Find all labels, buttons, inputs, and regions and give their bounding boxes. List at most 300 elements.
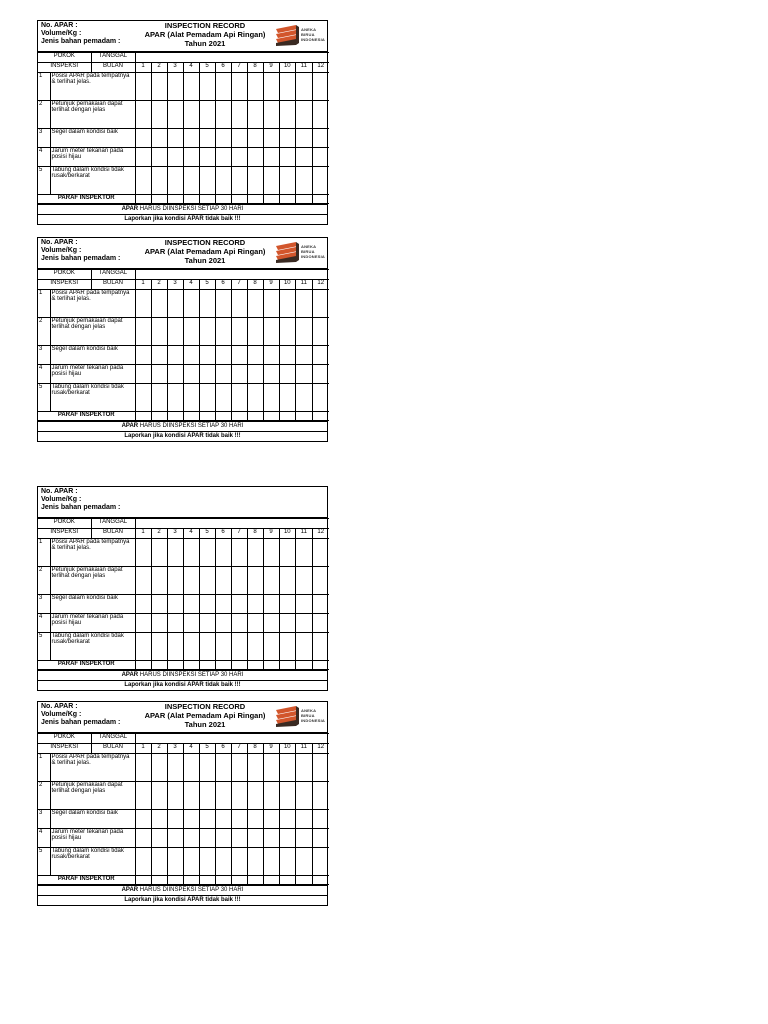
signature-cell[interactable] (312, 661, 329, 670)
month-check-cell[interactable] (135, 346, 151, 365)
signature-cell[interactable] (199, 412, 215, 421)
month-check-cell[interactable] (263, 346, 279, 365)
month-check-cell[interactable] (199, 290, 215, 318)
month-check-cell[interactable] (151, 346, 167, 365)
month-check-cell[interactable] (247, 129, 263, 148)
month-check-cell[interactable] (215, 595, 231, 614)
month-check-cell[interactable] (312, 318, 329, 346)
month-check-cell[interactable] (247, 290, 263, 318)
month-check-cell[interactable] (296, 290, 313, 318)
signature-cell[interactable] (247, 661, 263, 670)
signature-cell[interactable] (279, 195, 296, 204)
month-check-cell[interactable] (312, 101, 329, 129)
signature-cell[interactable] (279, 412, 296, 421)
signature-cell[interactable] (183, 195, 199, 204)
signature-cell[interactable] (215, 661, 231, 670)
month-check-cell[interactable] (247, 167, 263, 195)
month-check-cell[interactable] (215, 782, 231, 810)
month-check-cell[interactable] (231, 318, 247, 346)
month-check-cell[interactable] (263, 567, 279, 595)
month-check-cell[interactable] (215, 848, 231, 876)
month-check-cell[interactable] (215, 73, 231, 101)
month-check-cell[interactable] (183, 782, 199, 810)
month-check-cell[interactable] (231, 810, 247, 829)
month-check-cell[interactable] (215, 129, 231, 148)
month-check-cell[interactable] (312, 848, 329, 876)
month-check-cell[interactable] (215, 365, 231, 384)
signature-cell[interactable] (151, 412, 167, 421)
month-check-cell[interactable] (231, 365, 247, 384)
month-check-cell[interactable] (135, 810, 151, 829)
month-check-cell[interactable] (279, 539, 296, 567)
month-check-cell[interactable] (183, 73, 199, 101)
month-check-cell[interactable] (135, 365, 151, 384)
month-check-cell[interactable] (312, 633, 329, 661)
month-check-cell[interactable] (231, 614, 247, 633)
month-check-cell[interactable] (247, 148, 263, 167)
month-check-cell[interactable] (296, 595, 313, 614)
month-check-cell[interactable] (279, 129, 296, 148)
month-check-cell[interactable] (215, 829, 231, 848)
signature-cell[interactable] (215, 412, 231, 421)
month-check-cell[interactable] (296, 829, 313, 848)
signature-cell[interactable] (199, 876, 215, 885)
month-check-cell[interactable] (199, 567, 215, 595)
month-check-cell[interactable] (167, 73, 183, 101)
month-check-cell[interactable] (231, 539, 247, 567)
month-check-cell[interactable] (247, 633, 263, 661)
month-check-cell[interactable] (247, 614, 263, 633)
signature-cell[interactable] (183, 412, 199, 421)
month-check-cell[interactable] (183, 848, 199, 876)
month-check-cell[interactable] (199, 848, 215, 876)
signature-cell[interactable] (167, 876, 183, 885)
signature-cell[interactable] (247, 195, 263, 204)
month-check-cell[interactable] (296, 318, 313, 346)
month-check-cell[interactable] (151, 365, 167, 384)
month-check-cell[interactable] (215, 290, 231, 318)
month-check-cell[interactable] (167, 318, 183, 346)
month-check-cell[interactable] (167, 346, 183, 365)
month-check-cell[interactable] (135, 595, 151, 614)
month-check-cell[interactable] (167, 567, 183, 595)
signature-cell[interactable] (215, 195, 231, 204)
month-check-cell[interactable] (279, 101, 296, 129)
month-check-cell[interactable] (263, 614, 279, 633)
month-check-cell[interactable] (312, 129, 329, 148)
month-check-cell[interactable] (151, 148, 167, 167)
month-check-cell[interactable] (183, 633, 199, 661)
month-check-cell[interactable] (215, 101, 231, 129)
title-year: Tahun 2021 (184, 256, 226, 265)
month-check-cell[interactable] (247, 567, 263, 595)
month-check-cell[interactable] (135, 614, 151, 633)
month-check-cell[interactable] (199, 782, 215, 810)
signature-cell[interactable] (231, 412, 247, 421)
month-check-cell[interactable] (167, 595, 183, 614)
month-check-cell[interactable] (279, 614, 296, 633)
month-check-cell[interactable] (231, 167, 247, 195)
month-check-cell[interactable] (263, 101, 279, 129)
month-check-cell[interactable] (183, 567, 199, 595)
month-check-cell[interactable] (296, 167, 313, 195)
month-check-cell[interactable] (279, 633, 296, 661)
month-check-cell[interactable] (231, 346, 247, 365)
signature-cell[interactable] (167, 195, 183, 204)
signature-cell[interactable] (231, 876, 247, 885)
month-check-cell[interactable] (312, 384, 329, 412)
month-check-cell[interactable] (215, 810, 231, 829)
month-check-cell[interactable] (135, 148, 151, 167)
month-check-cell[interactable] (151, 633, 167, 661)
month-check-cell[interactable] (231, 148, 247, 167)
month-check-cell[interactable] (263, 829, 279, 848)
month-check-cell[interactable] (279, 365, 296, 384)
signature-cell[interactable] (312, 412, 329, 421)
month-check-cell[interactable] (263, 754, 279, 782)
month-check-cell[interactable] (151, 848, 167, 876)
month-check-cell[interactable] (183, 318, 199, 346)
month-check-cell[interactable] (279, 754, 296, 782)
month-check-cell[interactable] (279, 346, 296, 365)
month-check-cell[interactable] (247, 848, 263, 876)
item-description: Tabung dalam kondisi tidak rusak/berkarat (50, 167, 135, 195)
signature-cell[interactable] (312, 195, 329, 204)
signature-cell[interactable] (263, 661, 279, 670)
month-check-cell[interactable] (263, 633, 279, 661)
month-check-cell[interactable] (183, 829, 199, 848)
signature-cell[interactable] (151, 195, 167, 204)
signature-cell[interactable] (296, 876, 313, 885)
month-check-cell[interactable] (312, 148, 329, 167)
month-header: 5 (199, 63, 215, 73)
month-check-cell[interactable] (199, 595, 215, 614)
month-check-cell[interactable] (135, 290, 151, 318)
month-check-cell[interactable] (263, 290, 279, 318)
month-check-cell[interactable] (247, 595, 263, 614)
month-check-cell[interactable] (135, 848, 151, 876)
month-check-cell[interactable] (183, 614, 199, 633)
month-check-cell[interactable] (231, 567, 247, 595)
month-check-cell[interactable] (215, 384, 231, 412)
signature-cell[interactable] (263, 876, 279, 885)
month-check-cell[interactable] (247, 810, 263, 829)
month-check-cell[interactable] (151, 384, 167, 412)
month-check-cell[interactable] (167, 539, 183, 567)
month-check-cell[interactable] (247, 384, 263, 412)
month-check-cell[interactable] (199, 633, 215, 661)
month-check-cell[interactable] (167, 101, 183, 129)
month-check-cell[interactable] (231, 829, 247, 848)
month-check-cell[interactable] (231, 782, 247, 810)
month-check-cell[interactable] (151, 754, 167, 782)
month-check-cell[interactable] (215, 148, 231, 167)
month-check-cell[interactable] (199, 829, 215, 848)
month-check-cell[interactable] (199, 148, 215, 167)
month-check-cell[interactable] (263, 539, 279, 567)
month-check-cell[interactable] (199, 614, 215, 633)
month-check-cell[interactable] (135, 633, 151, 661)
month-check-cell[interactable] (279, 73, 296, 101)
month-check-cell[interactable] (135, 73, 151, 101)
no-apar-field: No. APAR : (41, 488, 78, 495)
month-check-cell[interactable] (312, 595, 329, 614)
month-check-cell[interactable] (312, 365, 329, 384)
month-check-cell[interactable] (151, 614, 167, 633)
month-check-cell[interactable] (312, 754, 329, 782)
month-check-cell[interactable] (312, 810, 329, 829)
month-check-cell[interactable] (215, 318, 231, 346)
month-check-cell[interactable] (199, 384, 215, 412)
month-check-cell[interactable] (279, 595, 296, 614)
month-check-cell[interactable] (135, 539, 151, 567)
month-check-cell[interactable] (167, 848, 183, 876)
signature-cell[interactable] (199, 195, 215, 204)
signature-cell[interactable] (263, 195, 279, 204)
month-check-cell[interactable] (167, 129, 183, 148)
month-check-cell[interactable] (231, 848, 247, 876)
month-check-cell[interactable] (135, 101, 151, 129)
month-check-cell[interactable] (215, 567, 231, 595)
month-check-cell[interactable] (183, 167, 199, 195)
signature-cell[interactable] (279, 876, 296, 885)
month-check-cell[interactable] (183, 129, 199, 148)
month-check-cell[interactable] (296, 148, 313, 167)
month-check-cell[interactable] (312, 539, 329, 567)
month-check-cell[interactable] (279, 148, 296, 167)
month-check-cell[interactable] (296, 614, 313, 633)
signature-cell[interactable] (231, 195, 247, 204)
month-check-cell[interactable] (199, 318, 215, 346)
month-check-cell[interactable] (215, 633, 231, 661)
month-check-cell[interactable] (151, 318, 167, 346)
month-check-cell[interactable] (183, 365, 199, 384)
month-check-cell[interactable] (296, 633, 313, 661)
signature-cell[interactable] (263, 412, 279, 421)
month-check-cell[interactable] (263, 73, 279, 101)
signature-cell[interactable] (151, 876, 167, 885)
signature-cell[interactable] (296, 661, 313, 670)
month-check-cell[interactable] (312, 346, 329, 365)
month-check-cell[interactable] (151, 595, 167, 614)
month-check-cell[interactable] (263, 384, 279, 412)
month-check-cell[interactable] (183, 290, 199, 318)
month-check-cell[interactable] (296, 539, 313, 567)
month-check-cell[interactable] (312, 290, 329, 318)
month-check-cell[interactable] (199, 810, 215, 829)
month-check-cell[interactable] (247, 318, 263, 346)
month-check-cell[interactable] (263, 365, 279, 384)
month-check-cell[interactable] (199, 167, 215, 195)
month-check-cell[interactable] (312, 614, 329, 633)
inspection-item-row (38, 810, 329, 829)
signature-cell[interactable] (151, 661, 167, 670)
month-check-cell[interactable] (279, 810, 296, 829)
signature-cell[interactable] (247, 876, 263, 885)
month-check-cell[interactable] (296, 384, 313, 412)
month-check-cell[interactable] (151, 290, 167, 318)
month-check-cell[interactable] (263, 167, 279, 195)
signature-cell[interactable] (167, 412, 183, 421)
month-check-cell[interactable] (296, 848, 313, 876)
month-check-cell[interactable] (167, 148, 183, 167)
month-check-cell[interactable] (151, 129, 167, 148)
month-check-cell[interactable] (263, 848, 279, 876)
month-check-cell[interactable] (151, 810, 167, 829)
signature-cell[interactable] (183, 661, 199, 670)
signature-cell[interactable] (247, 412, 263, 421)
month-check-cell[interactable] (199, 539, 215, 567)
month-check-cell[interactable] (151, 167, 167, 195)
month-check-cell[interactable] (183, 346, 199, 365)
month-check-cell[interactable] (312, 73, 329, 101)
signature-cell[interactable] (199, 661, 215, 670)
month-check-cell[interactable] (263, 129, 279, 148)
month-check-cell[interactable] (231, 384, 247, 412)
month-check-cell[interactable] (263, 148, 279, 167)
month-check-cell[interactable] (263, 810, 279, 829)
signature-cell[interactable] (135, 412, 151, 421)
month-check-cell[interactable] (151, 567, 167, 595)
month-check-cell[interactable] (215, 539, 231, 567)
month-check-cell[interactable] (183, 810, 199, 829)
month-check-cell[interactable] (263, 318, 279, 346)
month-check-cell[interactable] (296, 782, 313, 810)
month-check-cell[interactable] (312, 567, 329, 595)
month-check-cell[interactable] (279, 782, 296, 810)
inspection-item-row (38, 567, 329, 595)
signature-cell[interactable] (167, 661, 183, 670)
month-check-cell[interactable] (279, 567, 296, 595)
signature-cell[interactable] (296, 412, 313, 421)
month-check-cell[interactable] (231, 754, 247, 782)
month-header: 9 (263, 529, 279, 539)
month-check-cell[interactable] (151, 782, 167, 810)
month-check-cell[interactable] (151, 73, 167, 101)
month-check-cell[interactable] (296, 567, 313, 595)
month-check-cell[interactable] (167, 829, 183, 848)
month-check-cell[interactable] (247, 829, 263, 848)
footer-interval-text: HARUS DIINSPEKSI SETIAP 30 HARI (138, 672, 244, 678)
month-check-cell[interactable] (279, 384, 296, 412)
month-check-cell[interactable] (151, 539, 167, 567)
month-check-cell[interactable] (215, 754, 231, 782)
month-check-cell[interactable] (135, 318, 151, 346)
month-check-cell[interactable] (231, 129, 247, 148)
signature-cell[interactable] (135, 876, 151, 885)
month-check-cell[interactable] (296, 101, 313, 129)
month-check-cell[interactable] (167, 365, 183, 384)
month-check-cell[interactable] (167, 384, 183, 412)
month-check-cell[interactable] (167, 167, 183, 195)
month-check-cell[interactable] (151, 101, 167, 129)
month-check-cell[interactable] (279, 829, 296, 848)
month-check-cell[interactable] (312, 782, 329, 810)
month-check-cell[interactable] (231, 633, 247, 661)
month-check-cell[interactable] (183, 148, 199, 167)
month-check-cell[interactable] (135, 782, 151, 810)
signature-cell[interactable] (135, 195, 151, 204)
month-check-cell[interactable] (296, 365, 313, 384)
month-check-cell[interactable] (215, 167, 231, 195)
inspection-item-row (38, 384, 329, 412)
month-check-cell[interactable] (199, 365, 215, 384)
signature-cell[interactable] (215, 876, 231, 885)
month-check-cell[interactable] (296, 346, 313, 365)
month-check-cell[interactable] (199, 346, 215, 365)
month-check-cell[interactable] (231, 595, 247, 614)
month-check-cell[interactable] (215, 346, 231, 365)
month-check-cell[interactable] (151, 829, 167, 848)
month-check-cell[interactable] (279, 290, 296, 318)
signature-cell[interactable] (279, 661, 296, 670)
month-check-cell[interactable] (183, 101, 199, 129)
month-check-cell[interactable] (247, 365, 263, 384)
table-header-row (38, 744, 329, 754)
month-check-cell[interactable] (167, 633, 183, 661)
month-check-cell[interactable] (296, 73, 313, 101)
signature-cell[interactable] (296, 195, 313, 204)
month-check-cell[interactable] (312, 167, 329, 195)
month-check-cell[interactable] (199, 73, 215, 101)
month-check-cell[interactable] (263, 782, 279, 810)
month-check-cell[interactable] (199, 101, 215, 129)
month-check-cell[interactable] (296, 754, 313, 782)
month-check-cell[interactable] (279, 318, 296, 346)
month-check-cell[interactable] (135, 167, 151, 195)
month-check-cell[interactable] (167, 290, 183, 318)
inspection-item-row (38, 290, 329, 318)
month-check-cell[interactable] (135, 754, 151, 782)
month-check-cell[interactable] (247, 346, 263, 365)
month-check-cell[interactable] (247, 539, 263, 567)
month-check-cell[interactable] (247, 782, 263, 810)
month-check-cell[interactable] (247, 73, 263, 101)
month-check-cell[interactable] (296, 129, 313, 148)
month-check-cell[interactable] (199, 129, 215, 148)
month-check-cell[interactable] (296, 810, 313, 829)
month-check-cell[interactable] (263, 595, 279, 614)
month-check-cell[interactable] (199, 754, 215, 782)
title-year: Tahun 2021 (184, 39, 226, 48)
month-check-cell[interactable] (247, 101, 263, 129)
month-check-cell[interactable] (231, 290, 247, 318)
month-check-cell[interactable] (279, 167, 296, 195)
month-check-cell[interactable] (231, 73, 247, 101)
month-check-cell[interactable] (215, 614, 231, 633)
month-check-cell[interactable] (183, 384, 199, 412)
signature-cell[interactable] (312, 876, 329, 885)
signature-cell[interactable] (231, 661, 247, 670)
month-check-cell[interactable] (135, 129, 151, 148)
month-check-cell[interactable] (183, 539, 199, 567)
month-check-cell[interactable] (135, 567, 151, 595)
month-check-cell[interactable] (167, 810, 183, 829)
month-check-cell[interactable] (167, 614, 183, 633)
month-check-cell[interactable] (247, 754, 263, 782)
month-check-cell[interactable] (167, 782, 183, 810)
month-check-cell[interactable] (279, 848, 296, 876)
month-check-cell[interactable] (135, 829, 151, 848)
month-check-cell[interactable] (231, 101, 247, 129)
month-check-cell[interactable] (183, 754, 199, 782)
month-check-cell[interactable] (183, 595, 199, 614)
month-check-cell[interactable] (167, 754, 183, 782)
month-check-cell[interactable] (312, 829, 329, 848)
signature-cell[interactable] (183, 876, 199, 885)
signature-cell[interactable] (135, 661, 151, 670)
month-check-cell[interactable] (135, 384, 151, 412)
